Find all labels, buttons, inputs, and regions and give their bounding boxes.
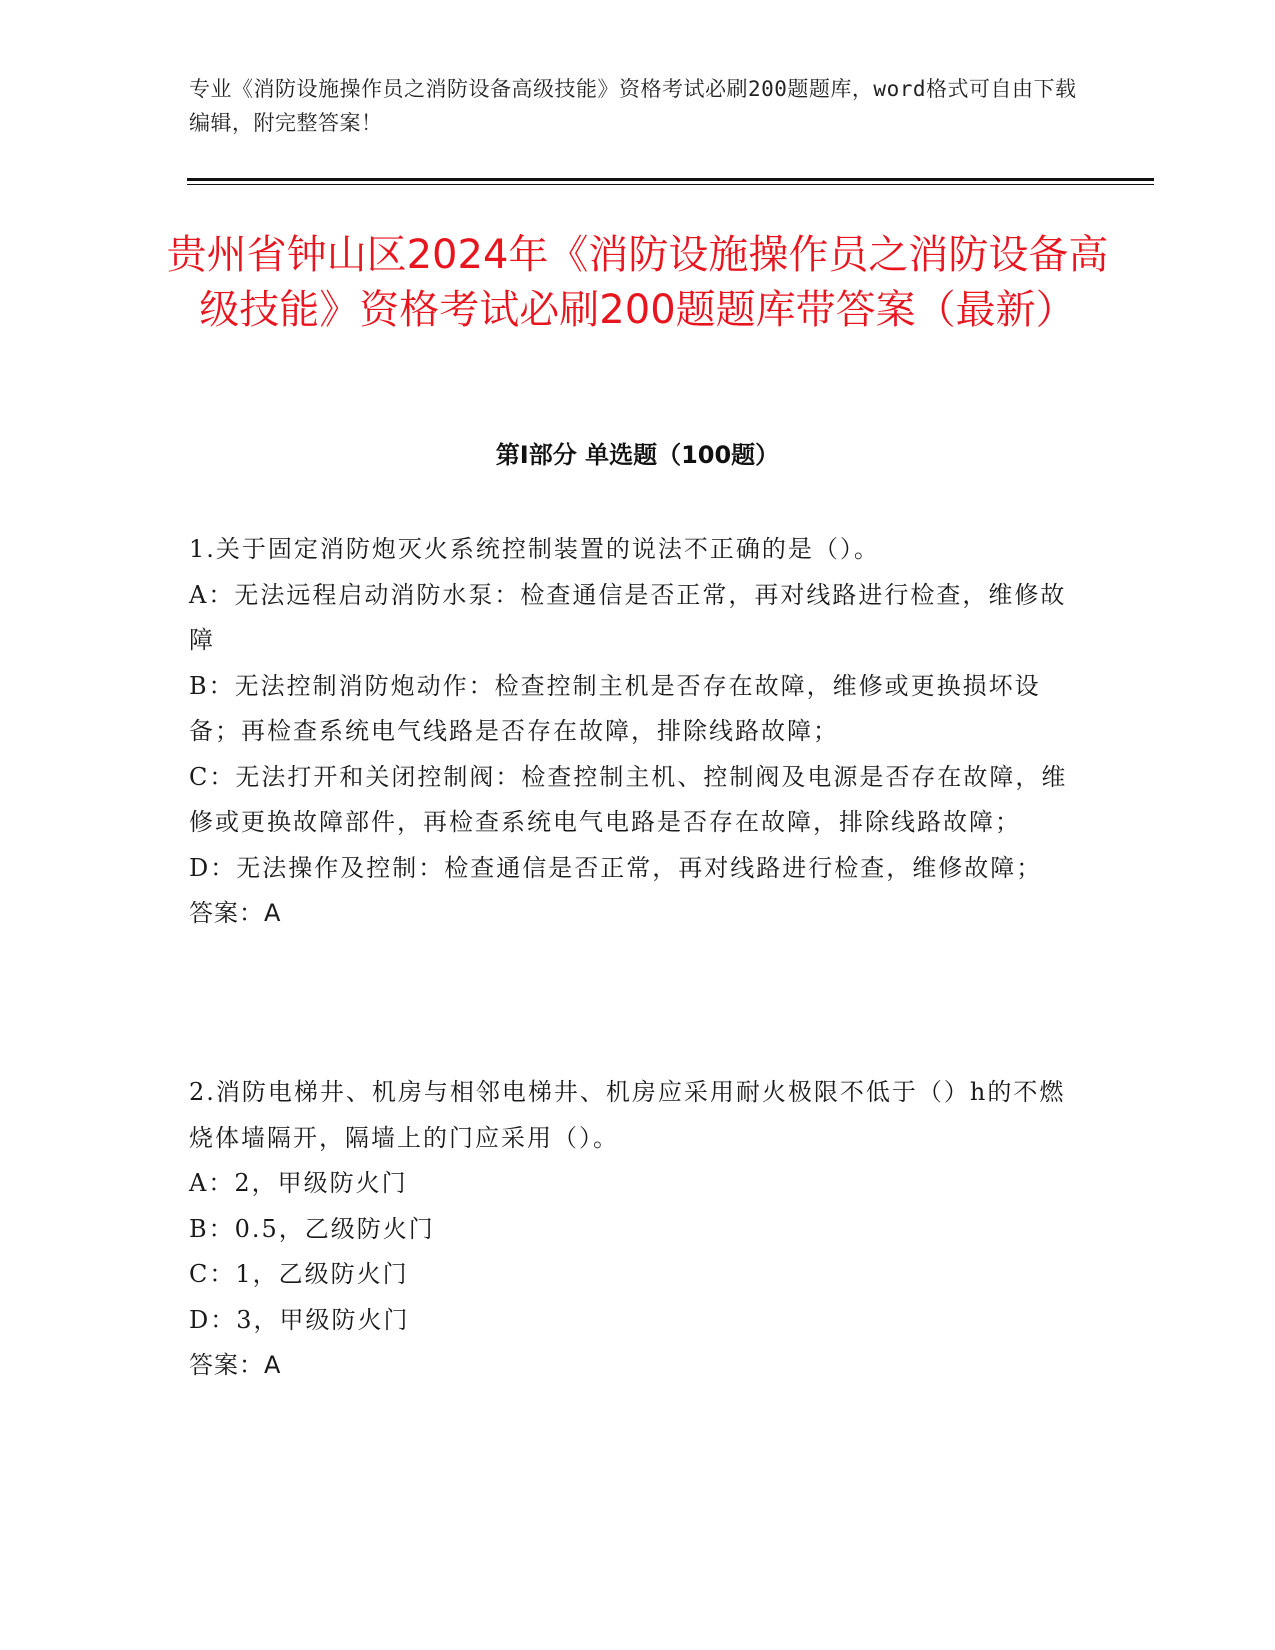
- option-a: A：2，甲级防火门: [189, 1169, 408, 1197]
- section-title: 第I部分 单选题（100题）: [495, 441, 780, 469]
- option-b: B：0.5，乙级防火门: [189, 1214, 435, 1243]
- answer-text: 答案：A: [189, 1351, 282, 1379]
- header-divider-thin: [187, 184, 1154, 185]
- answer-text: 答案：A: [189, 899, 282, 927]
- option-c: C：无法打开和关闭控制阀：检查控制主机、控制阀及电源是否存在故障，维修或更换故障部件，再检查系统电气电路是否存在故障，排除线路故障；: [189, 762, 1068, 836]
- option-b: B：无法控制消防炮动作：检查控制主机是否存在故障，维修或更换损坏设备；再检查系统电气线路是否存在故障，排除线路故障；: [189, 671, 1041, 745]
- header-note: 专业《消防设施操作员之消防设备高级技能》资格考试必刷200题题库，word格式可自由下载编辑，附完整答案！: [189, 77, 1077, 135]
- question-2: [189, 1070, 1069, 1389]
- question-1: [189, 527, 1069, 937]
- option-d: D：无法操作及控制：检查通信是否正常，再对线路进行检查，维修故障；: [189, 853, 1043, 882]
- question-stem: 1.关于固定消防炮灭火系统控制装置的说法不正确的是（）。: [189, 535, 880, 563]
- option-a: A：无法远程启动消防水泵：检查通信是否正常，再对线路进行检查，维修故障: [189, 580, 1067, 654]
- question-stem: 2.消防电梯井、机房与相邻电梯井、机房应采用耐火极限不低于（）h的不燃烧体墙隔开，隔墙上的门应采用（）。: [189, 1078, 1066, 1152]
- option-c: C：1，乙级防火门: [189, 1260, 409, 1288]
- option-d: D：3，甲级防火门: [189, 1305, 410, 1334]
- header-divider-thick: [187, 178, 1154, 181]
- document-title: 贵州省钟山区2024年《消防设施操作员之消防设备高级技能》资格考试必刷200题题库带答案（最新）: [166, 232, 1109, 333]
